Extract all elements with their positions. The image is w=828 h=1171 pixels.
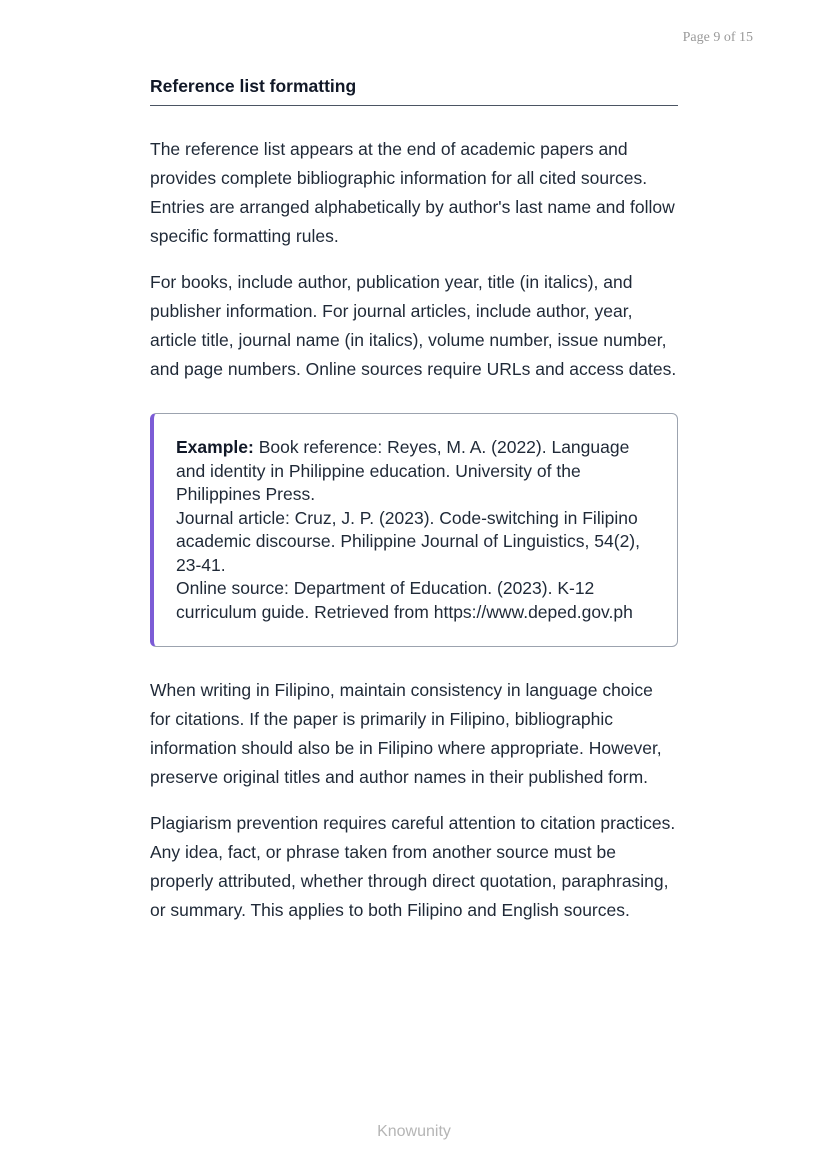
example-callout <box>150 413 678 647</box>
example-online-reference: Online source: Department of Education. (2023). K-12 curriculum guide. Retrieved from https://www.deped.gov.ph <box>176 578 633 622</box>
section-title: Reference list formatting <box>150 76 678 106</box>
paragraph-intro: The reference list appears at the end of academic papers and provides complete bibliographic information for all cited sources. Entries are arranged alphabetically by author's last name and follow specific formatting rules. <box>150 139 675 246</box>
paragraph-details: For books, include author, publication year, title (in italics), and publisher information. For journal articles, include author, year, article title, journal name (in italics), volume number, issue number, and page numbers. Online sources require URLs and access dates. <box>150 272 677 379</box>
page-indicator: Page 9 of 15 <box>682 30 753 45</box>
example-label: Example: <box>176 437 254 457</box>
document-body <box>150 76 678 925</box>
paragraph-language: When writing in Filipino, maintain consistency in language choice for citations. If the paper is primarily in Filipino, bibliographic information should also be in Filipino where appropriate. However, preserve original titles and author names in their published form. <box>150 680 662 787</box>
example-journal-reference: Journal article: Cruz, J. P. (2023). Code-switching in Filipino academic discourse. Philippine Journal of Linguistics, 54(2), 23-41. <box>176 507 640 575</box>
footer-brand: Knowunity <box>377 1123 451 1140</box>
example-book-line <box>176 436 657 507</box>
paragraph-plagiarism: Plagiarism prevention requires careful attention to citation practices. Any idea, fact, or phrase taken from another source must be properly attributed, whether through direct quotation, paraphrasing, or summary. This applies to both Filipino and English sources. <box>150 813 676 920</box>
example-book-reference: Book reference: Reyes, M. A. (2022). Language and identity in Philippine education. University of the Philippines Press. <box>176 437 630 504</box>
